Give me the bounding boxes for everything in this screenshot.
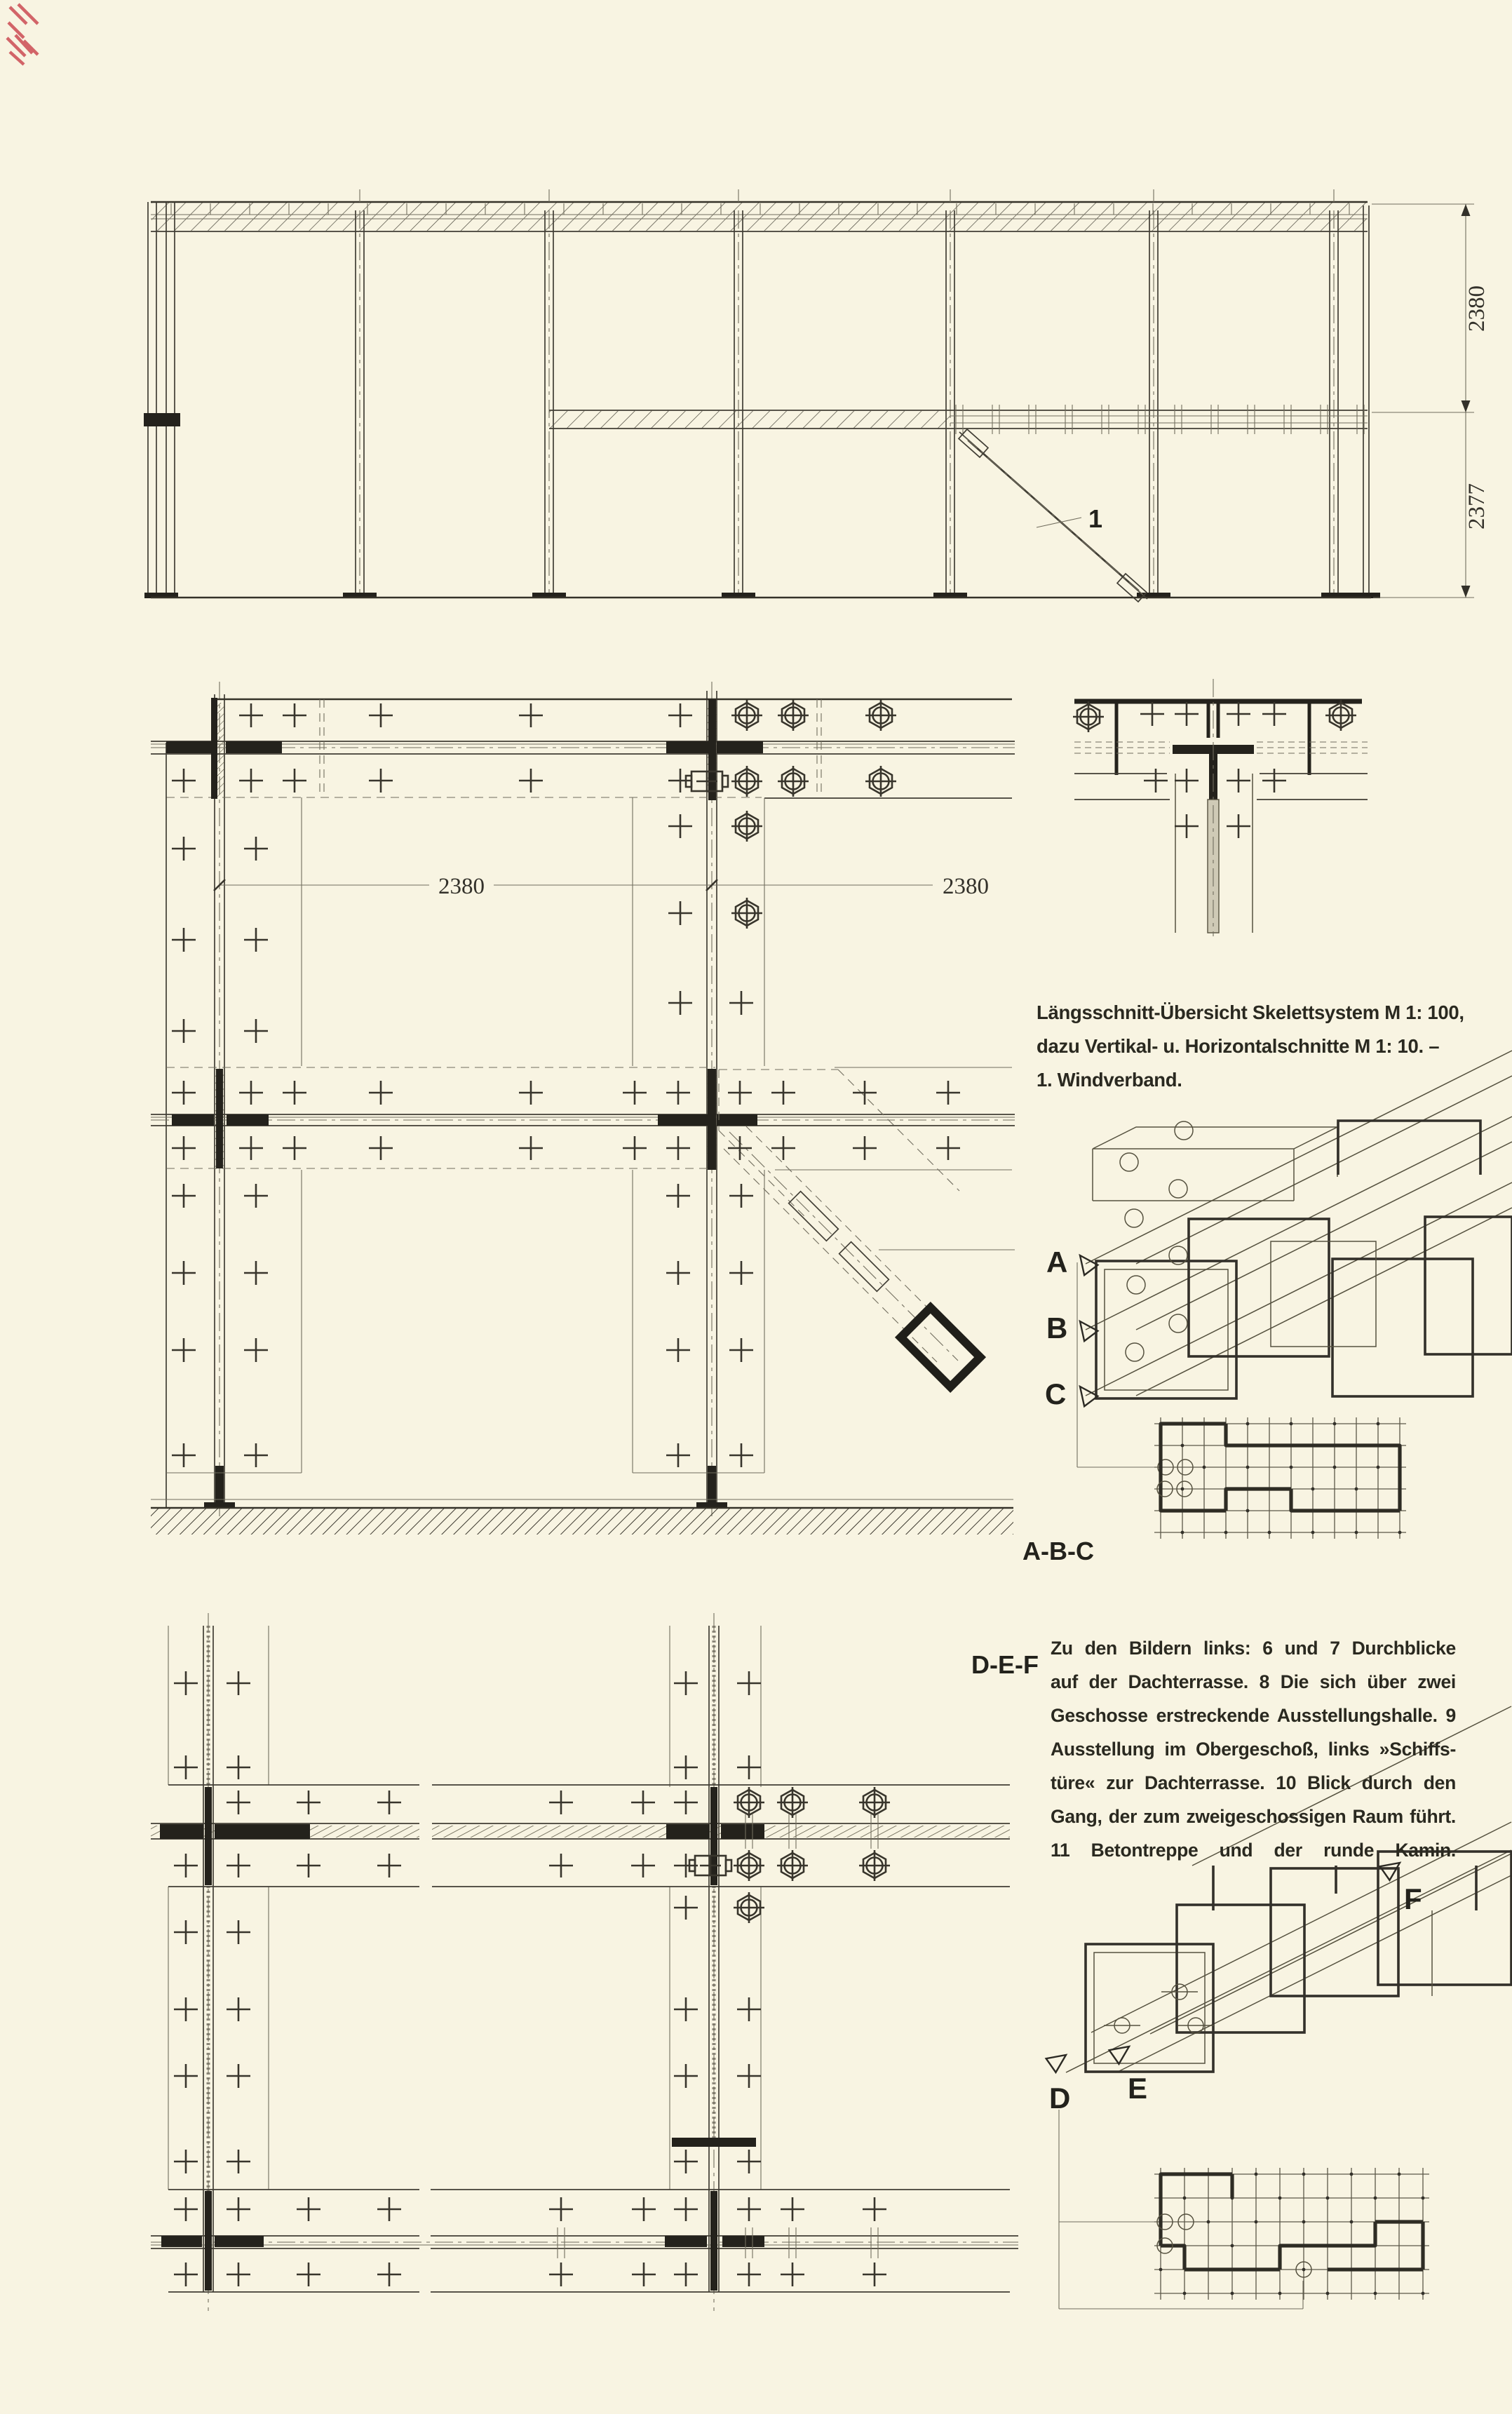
dim-bay-left: 2380 bbox=[438, 874, 485, 899]
beam-bolt-ticks-def bbox=[558, 1814, 878, 2258]
detail-def-drawing bbox=[151, 1613, 1039, 2311]
dim-upper-storey: 2380 bbox=[1464, 285, 1490, 332]
section-arrow-e: E bbox=[1128, 2072, 1148, 2105]
caption-line: dazu Vertikal- u. Horizontalschnitte M 1: 10. – bbox=[1037, 1035, 1440, 1057]
caption-picture-list bbox=[1051, 1631, 1456, 1867]
axon-abc bbox=[1045, 1051, 1512, 1475]
caption-line: türe« zur Dachterrasse. 10 Blick durch den bbox=[1051, 1772, 1456, 1793]
wind-brace bbox=[959, 429, 1147, 602]
ground-hatch bbox=[151, 1509, 1013, 1535]
detail-abc-drawing bbox=[151, 682, 1094, 1565]
caption-line: 11 Betontreppe und der runde Kamin. bbox=[1051, 1840, 1456, 1861]
section-label-abc: A-B-C bbox=[1022, 1537, 1094, 1565]
section-arrow-c: C bbox=[1045, 1377, 1067, 1410]
windbrace-number-label: 1 bbox=[1088, 504, 1103, 533]
elevation-dimension bbox=[1372, 204, 1490, 598]
screw-marks-abc bbox=[172, 703, 960, 1467]
caption-line: Geschosse erstreckende Ausstellungshalle. 9 bbox=[1051, 1705, 1456, 1726]
caption-line: Längsschnitt-Übersicht Skelettsystem M 1: 100, bbox=[1037, 1002, 1464, 1023]
elevation-drawing bbox=[144, 189, 1490, 602]
bolt-icons-abc bbox=[686, 700, 896, 929]
caption-skeleton-system bbox=[1037, 996, 1508, 1097]
column-splice-bar bbox=[672, 2138, 756, 2147]
caption-line: Ausstellung im Obergeschoß, links »Schiffs- bbox=[1051, 1739, 1456, 1760]
section-arrow-b: B bbox=[1046, 1311, 1068, 1344]
section-arrow-f: F bbox=[1404, 1882, 1422, 1915]
caption-line: Zu den Bildern links: 6 und 7 Durchblicke bbox=[1051, 1638, 1456, 1659]
section-arrow-a: A bbox=[1046, 1246, 1068, 1279]
caption-line: 1. Windverband. bbox=[1037, 1069, 1182, 1091]
caption-line: auf der Dachterrasse. 8 Die sich über zwei bbox=[1051, 1671, 1456, 1692]
screw-marks-def bbox=[174, 1671, 886, 2286]
section-label-def: D-E-F bbox=[971, 1650, 1039, 1679]
detail-horizontal-section bbox=[1073, 679, 1368, 936]
dim-lower-storey: 2377 bbox=[1464, 483, 1490, 530]
plan-grid-abc bbox=[1154, 1417, 1406, 1539]
section-arrow-d: D bbox=[1049, 2082, 1071, 2115]
caption-line: Gang, der zum zweigeschossigen Raum führt. bbox=[1051, 1806, 1456, 1827]
bolt-icons-def bbox=[689, 1787, 890, 1923]
beam-bolt-ticks bbox=[956, 405, 1364, 434]
brace-anchor-plate bbox=[900, 1307, 980, 1387]
detail-abc-dimension bbox=[214, 874, 989, 899]
red-pen-marks bbox=[7, 4, 38, 65]
dim-bay-right: 2380 bbox=[943, 874, 989, 899]
plan-grid-def bbox=[1154, 2168, 1429, 2300]
